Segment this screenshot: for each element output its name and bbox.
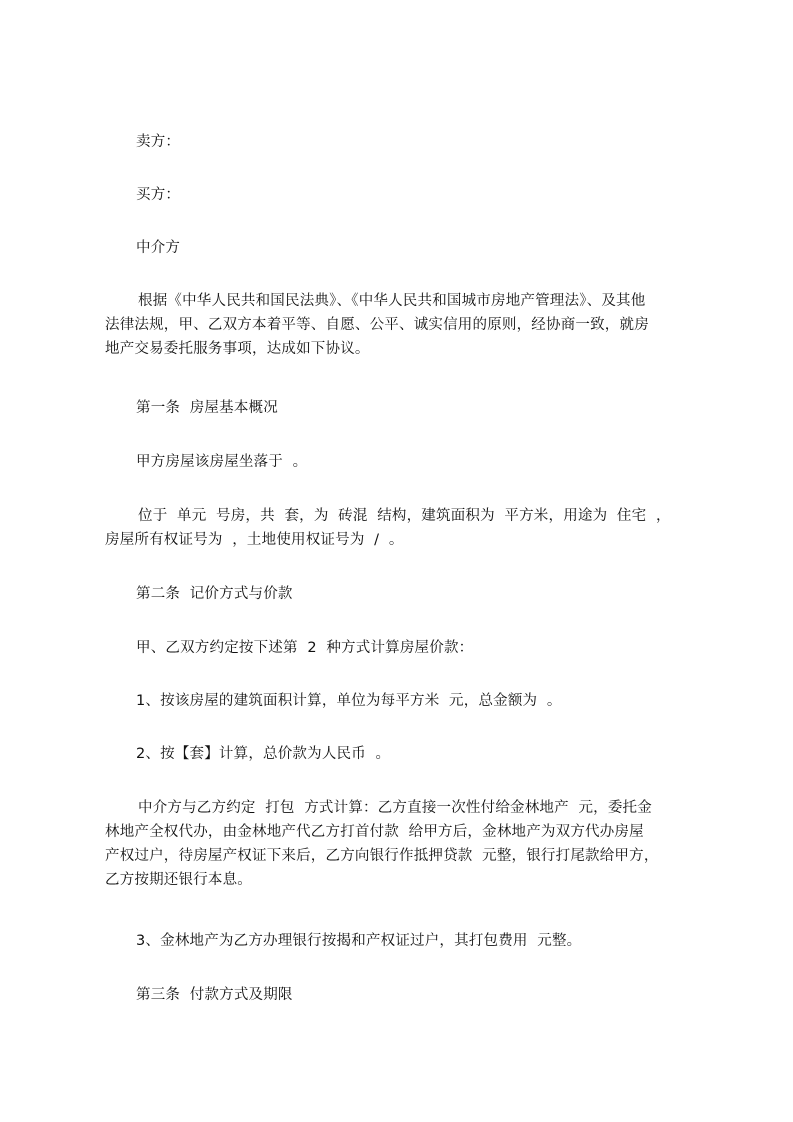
agent-agreement-line-1: 中介方与乙方约定 打包 方式计算：乙方直接一次性付给金林地产 元，委托金 xyxy=(138,800,652,816)
agent-agreement-line-3: 产权过户，待房屋产权证下来后，乙方向银行作抵押贷款 元整，银行打尾款给甲方， xyxy=(105,848,659,864)
agent-agreement-line-4: 乙方按期还银行本息。 xyxy=(105,872,252,888)
article-1-location: 甲方房屋该房屋坐落于 。 xyxy=(136,454,308,470)
article-2-option-3: 3、金林地产为乙方办理银行按揭和产权证过户，其打包费用 元整。 xyxy=(136,933,582,949)
agent-agreement-line-2: 林地产全权代办，由金林地产代乙方打首付款 给甲方后，金林地产为双方代办房屋 xyxy=(105,824,644,840)
article-2-heading: 第二条 记价方式与价款 xyxy=(136,586,293,602)
article-1-detail-paragraph xyxy=(105,504,701,552)
agent-agreement-paragraph xyxy=(105,796,701,892)
preamble-line-3: 地产交易委托服务事项，达成如下协议。 xyxy=(105,341,370,357)
article-2-option-2: 2、按【套】计算，总价款为人民币 。 xyxy=(136,746,391,762)
article-1-detail-line-1: 位于 单元 号房，共 套，为 砖混 结构，建筑面积为 平方米，用途为 住宅 ， xyxy=(138,508,671,524)
article-3-heading: 第三条 付款方式及期限 xyxy=(136,987,293,1003)
article-1-detail-line-2: 房屋所有权证号为 ，土地使用权证号为 / 。 xyxy=(105,532,404,548)
article-1-heading: 第一条 房屋基本概况 xyxy=(136,400,278,416)
preamble-line-1: 根据《中华人民共和国民法典》、《中华人民共和国城市房地产管理法》、及其他 xyxy=(138,293,646,309)
article-2-option-1: 1、按该房屋的建筑面积计算，单位为每平方米 元，总金额为 。 xyxy=(136,693,562,709)
buyer-label: 买方： xyxy=(136,187,181,203)
seller-label: 卖方： xyxy=(136,134,181,150)
preamble-line-2: 法律法规，甲、乙双方本着平等、自愿、公平、诚实信用的原则，经协商一致，就房 xyxy=(105,317,649,333)
preamble-paragraph xyxy=(105,289,701,361)
article-2-method: 甲、乙双方约定按下述第 2 种方式计算房屋价款： xyxy=(136,640,474,656)
agent-label: 中介方 xyxy=(136,240,181,256)
